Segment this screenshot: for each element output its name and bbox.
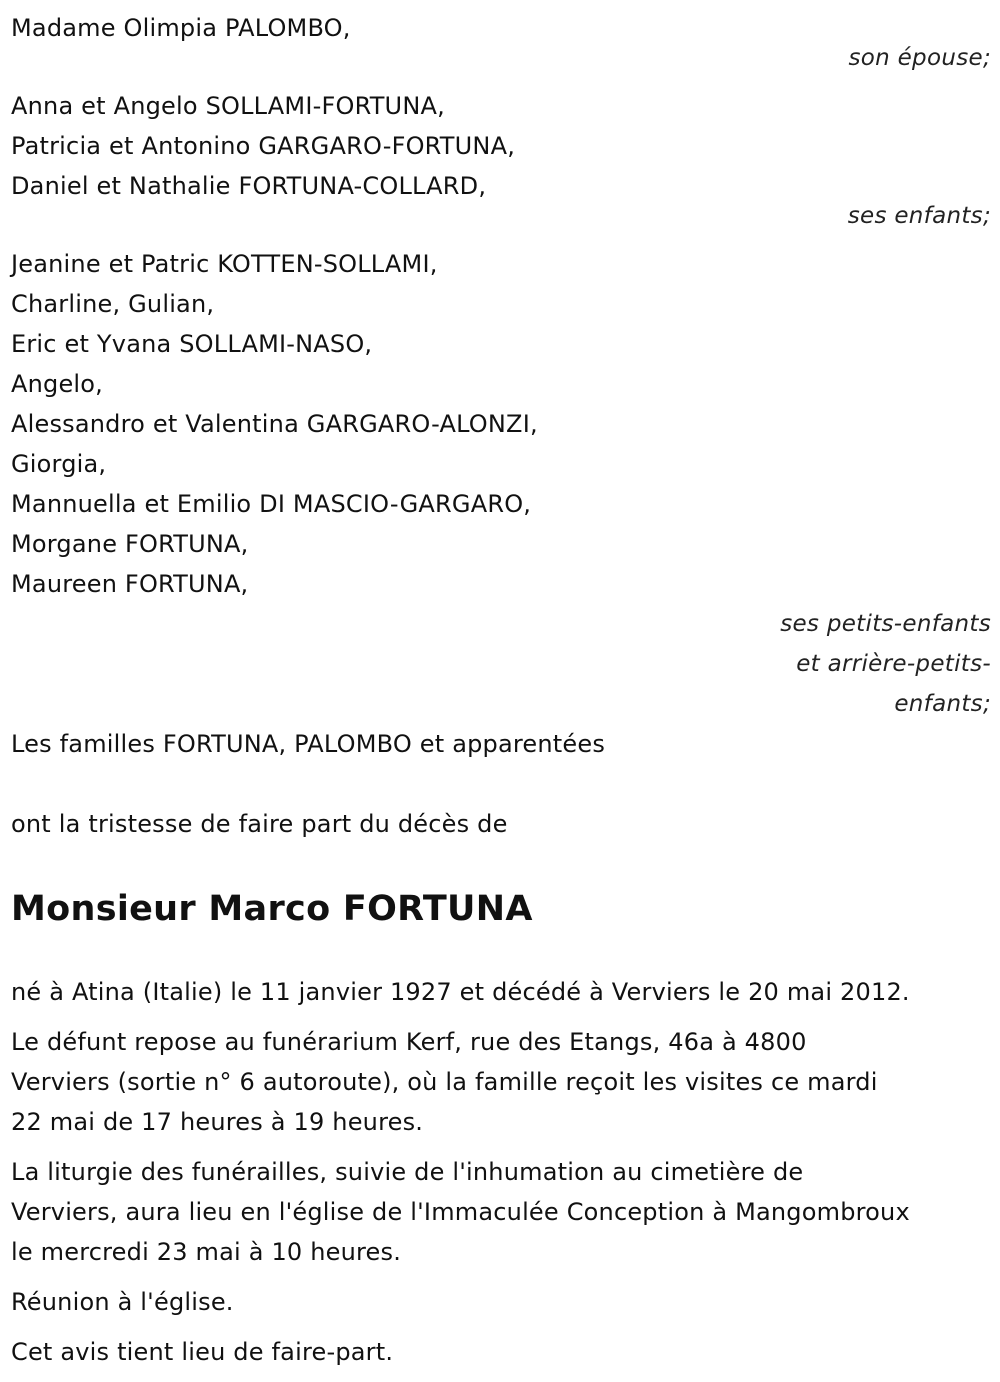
child-name: Patricia et Antonino GARGARO-FORTUNA, [11,132,516,160]
child-name: Daniel et Nathalie FORTUNA-COLLARD, [11,172,487,200]
grandchildren-role-line: ses petits-enfants [780,611,991,637]
grandchild-name: Morgane FORTUNA, [11,530,249,558]
paragraph-line: La liturgie des funérailles, suivie de l'inhumation au cimetière de [11,1158,804,1186]
grandchild-name: Maureen FORTUNA, [11,570,249,598]
spouse-role: son épouse; [848,45,991,71]
child-name: Anna et Angelo SOLLAMI-FORTUNA, [11,92,445,120]
obituary-notice [11,8,991,1382]
paragraph-line: Le défunt repose au funérarium Kerf, rue des Etangs, 46a à 4800 [11,1028,807,1056]
notice-paragraph [11,1332,991,1372]
paragraph-line: Verviers, aura lieu en l'église de l'Immaculée Conception à Mangombroux [11,1198,910,1226]
paragraph-line: Verviers (sortie n° 6 autoroute), où la famille reçoit les visites ce mardi [11,1068,878,1096]
extended-families: Les familles FORTUNA, PALOMBO et apparentées [11,730,606,758]
grandchild-name: Giorgia, [11,450,107,478]
deceased-name: Monsieur Marco FORTUNA [11,889,533,929]
grandchild-name: Eric et Yvana SOLLAMI-NASO, [11,330,373,358]
spouse-section [11,8,991,70]
paragraph-line: 22 mai de 17 heures à 19 heures. [11,1108,424,1136]
paragraph-line: le mercredi 23 mai à 10 heures. [11,1238,402,1266]
paragraph-line: né à Atina (Italie) le 11 janvier 1927 et décédé à Verviers le 20 mai 2012. [11,978,910,1006]
children-section [11,86,991,228]
grandchildren-section [11,244,991,724]
grandchild-name: Charline, Gulian, [11,290,215,318]
spouse-name: Madame Olimpia PALOMBO, [11,14,351,42]
visitation-paragraph [11,1022,991,1142]
grandchildren-role-line: enfants; [894,691,991,717]
paragraph-line: Réunion à l'église. [11,1288,234,1316]
grandchild-name: Angelo, [11,370,104,398]
reunion-paragraph [11,1282,991,1322]
grandchildren-role-line: et arrière-petits- [796,651,991,677]
grandchild-name: Mannuella et Emilio DI MASCIO-GARGARO, [11,490,532,518]
children-role: ses enfants; [847,203,991,229]
grandchild-name: Jeanine et Patric KOTTEN-SOLLAMI, [11,250,438,278]
birth-death-paragraph [11,972,991,1012]
funeral-paragraph [11,1152,991,1272]
announcement-text: ont la tristesse de faire part du décès de [11,810,508,838]
grandchild-name: Alessandro et Valentina GARGARO-ALONZI, [11,410,538,438]
paragraph-line: Cet avis tient lieu de faire-part. [11,1338,394,1366]
